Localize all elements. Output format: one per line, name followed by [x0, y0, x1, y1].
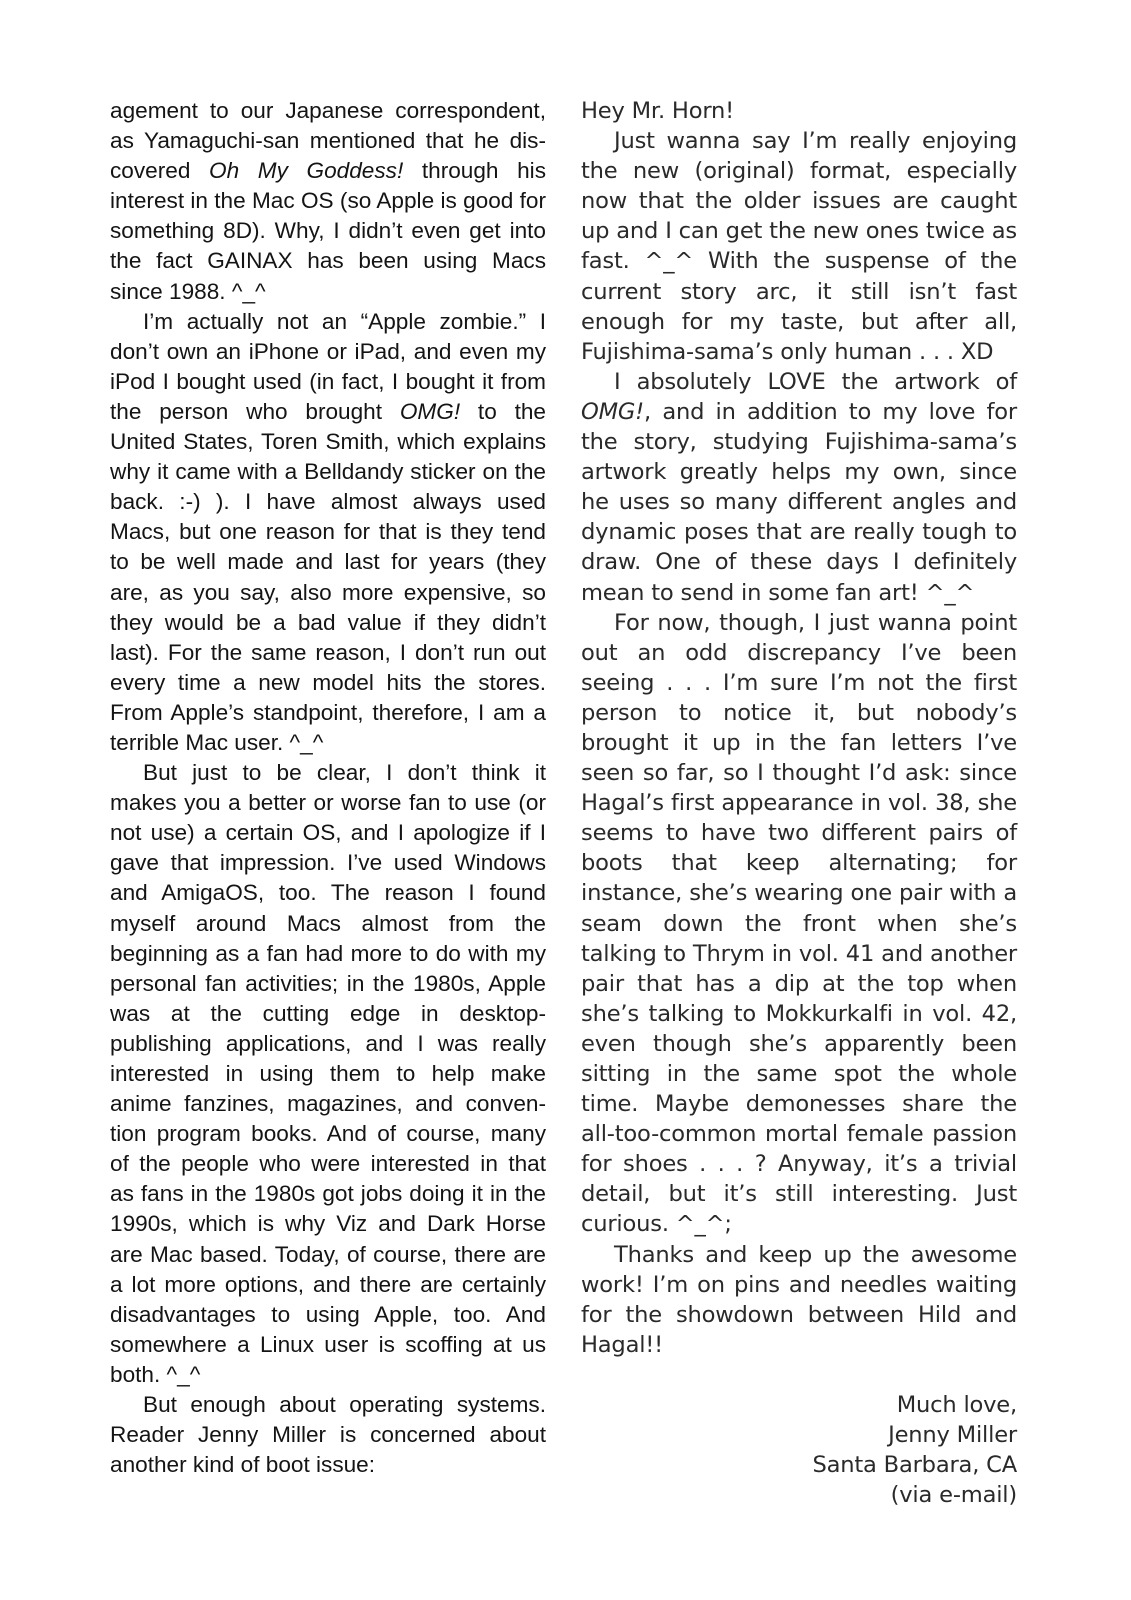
paragraph-text: Just wanna say I’m really enjoying the new (original) format, especially now that the older issues are caught up and I can get the new ones twice as fast. ^_^ With the suspense of the current story arc, it still isn’t fast enough for my taste, but after all, Fujishima-sama’s only human . . . XD [581, 128, 1017, 365]
paragraph [581, 608, 1017, 1240]
paragraph-text: But just to be clear, I don’t think it makes you a better or worse fan to use (or not use) a certain OS, and I apologize if I gave that impression. I’ve used Windows and AmigaOS, too. The reason I found myself around Macs almost from the beginning as a fan had more to do with my personal fan activities; in the 1980s, Apple was at the cutting edge in desktop-publishing applications, and I was really interested in using them to help make anime fanzines, magazines, and convention program books. And of course, many of the people who were interested in that as fans in the 1980s got jobs doing it in the 1990s, which is why Viz and Dark Horse are Mac based. Today, of course, there are a lot more options, and there are certainly disadvantages to using Apple, too. And somewhere a Linux user is scoffing at us both. ^_^ [110, 760, 546, 1387]
italic-title: OMG! [581, 398, 645, 425]
italic-title: Oh My Goddess! [209, 158, 404, 184]
paragraph-text: agement to our Japanese correspondent, as Yamaguchi-san mentioned that he discovered [110, 98, 546, 184]
paragraph [110, 307, 546, 758]
paragraph-text: I’m actually not an “Apple zombie.” I don’t own an iPhone or iPad, and even my iPod I bought used (in fact, I bought it from the person who brought [110, 308, 546, 424]
paragraph [581, 126, 1017, 367]
paragraph-text: , and in addition to my love for the story, studying Fujishima-sama’s artwork greatly helps my own, since he uses so many different angles and dynamic poses that are really tough to draw. One of these days I definitely mean to send in some fan art! ^_^ [581, 398, 1017, 606]
letter-signoff [581, 1390, 1017, 1510]
letter-body [581, 126, 1017, 1360]
paragraph-text: I absolutely LOVE the artwork of [614, 368, 1017, 395]
italic-title: OMG! [399, 398, 461, 424]
paragraph-text: But enough about operating systems. Reader Jenny Miller is concerned about another kind of boot issue: [110, 1392, 546, 1478]
paragraph [110, 758, 546, 1390]
paragraph [110, 1390, 546, 1480]
paragraph-text: For now, though, I just wanna point out an odd discrepancy I’ve been seeing . . . I’m sure I’m not the first person to notice it, but nobody’s brought it up in the fan letters I’ve seen so far, so I thought I’d ask: since Hagal’s first appearance in vol. 38, she seems to have two different pairs of boots that keep alternating; for instance, she’s wearing one pair with a seam down the front when she’s talking to Thrym in vol. 41 and another pair that has a dip at the top when she’s talking to Mokkurkalfi in vol. 42, even though she’s apparently been sitting in the same spot the whole time. Maybe demonesses share the all-too-common mortal female passion for shoes . . . ? Anyway, it’s a trivial detail, but it’s still interesting. Just curious. ^_^; [581, 609, 1017, 1238]
paragraph [581, 1240, 1017, 1360]
signoff-name: Jenny Miller [888, 1422, 1017, 1449]
paragraph-text: through his interest in the Mac OS (so Apple is good for something 8D). Why, I didn’t even get into the fact GAINAX has been using Macs since 1988. ^_^ [110, 158, 546, 304]
left-column [110, 96, 546, 1480]
right-column [581, 96, 1017, 1510]
paragraph [110, 96, 546, 307]
paragraph [581, 367, 1017, 608]
signoff-location: Santa Barbara, CA [812, 1452, 1017, 1479]
paragraph-text: Thanks and keep up the awesome work! I’m on pins and needles waiting for the showdown between Hild and Hagal!! [581, 1241, 1017, 1358]
letter-greeting: Hey Mr. Horn! [581, 98, 734, 124]
paragraph-text: to the United States, Toren Smith, which explains why it came with a Belldandy sticker on the back. :-) ). I have almost always used Macs, but one reason for that is they tend to be well made and last for years (they are, as you say, also more expensive, so they would be a bad value if they didn’t last). For the same reason, I don’t run out every time a new model hits the stores. From Apple’s standpoint, therefore, I am a terrible Mac user. ^_^ [110, 398, 546, 755]
signoff-via: (via e-mail) [890, 1482, 1017, 1509]
signoff-closing: Much love, [896, 1391, 1017, 1418]
